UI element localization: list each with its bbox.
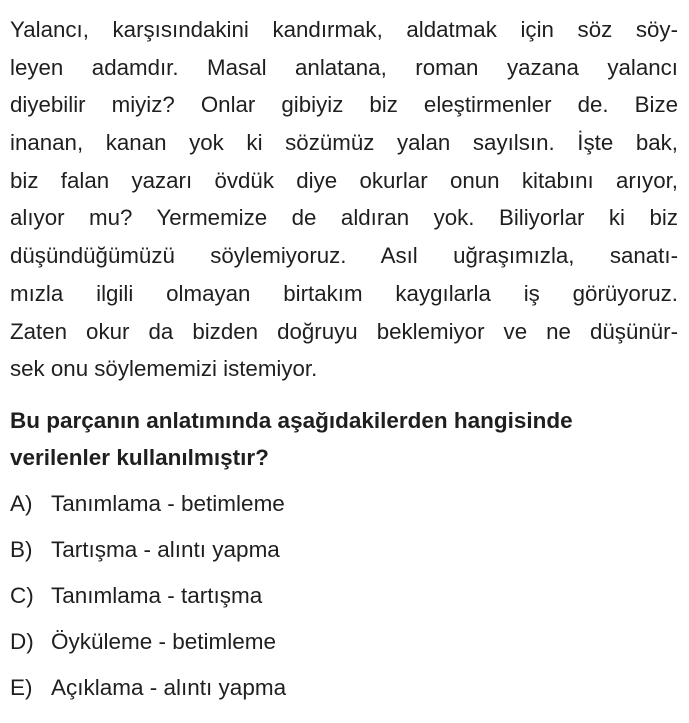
option-b[interactable] [10,531,678,577]
option-text: Tanımlama - tartışma [51,583,263,608]
option-text: Tanımlama - betimleme [51,491,285,516]
passage-line: mızla ilgili olmayan birtakım kaygılarla iş görüyoruz. [10,280,678,306]
option-letter: D) [10,629,34,654]
option-letter: C) [10,583,34,608]
question-page [10,0,682,723]
option-letter: E) [10,675,33,700]
passage-line: biz falan yazarı övdük diye okurlar onun kitabını arıyor, [10,167,678,193]
option-letter: B) [10,537,33,562]
passage-line: alıyor mu? Yermemize de aldıran yok. Biliyorlar ki biz [10,205,678,231]
option-c[interactable] [10,577,678,623]
option-a[interactable] [10,485,678,531]
option-letter: A) [10,491,33,516]
passage-line: sek onu söylememizi istemiyor. [10,356,318,382]
option-text: Tartışma - alıntı yapma [51,537,280,562]
question-line: verilenler kullanılmıştır? [10,445,269,470]
passage-line: Yalancı, karşısındakini kandırmak, aldatmak için söz söy- [10,17,678,42]
option-text: Açıklama - alıntı yapma [51,675,287,700]
question-stem [10,402,678,476]
passage-line: leyen adamdır. Masal anlatana, roman yazana yalancı [10,54,678,80]
option-d[interactable] [10,623,678,669]
passage-line: diyebilir miyiz? Onlar gibiyiz biz eleştirmenler de. Bize [10,92,678,118]
option-text: Öyküleme - betimleme [51,629,277,654]
passage-line: Zaten okur da bizden doğruyu beklemiyor ve ne düşünür- [10,318,678,344]
question-line: Bu parçanın anlatımında aşağıdakilerden hangisinde [10,408,573,433]
answer-options [10,485,678,715]
option-e[interactable] [10,669,678,715]
reading-passage [10,11,678,388]
passage-line: düşündüğümüzü söylemiyoruz. Asıl uğraşımızla, sanatı- [10,243,678,269]
passage-line: inanan, kanan yok ki sözümüz yalan sayılsın. İşte bak, [10,130,678,156]
